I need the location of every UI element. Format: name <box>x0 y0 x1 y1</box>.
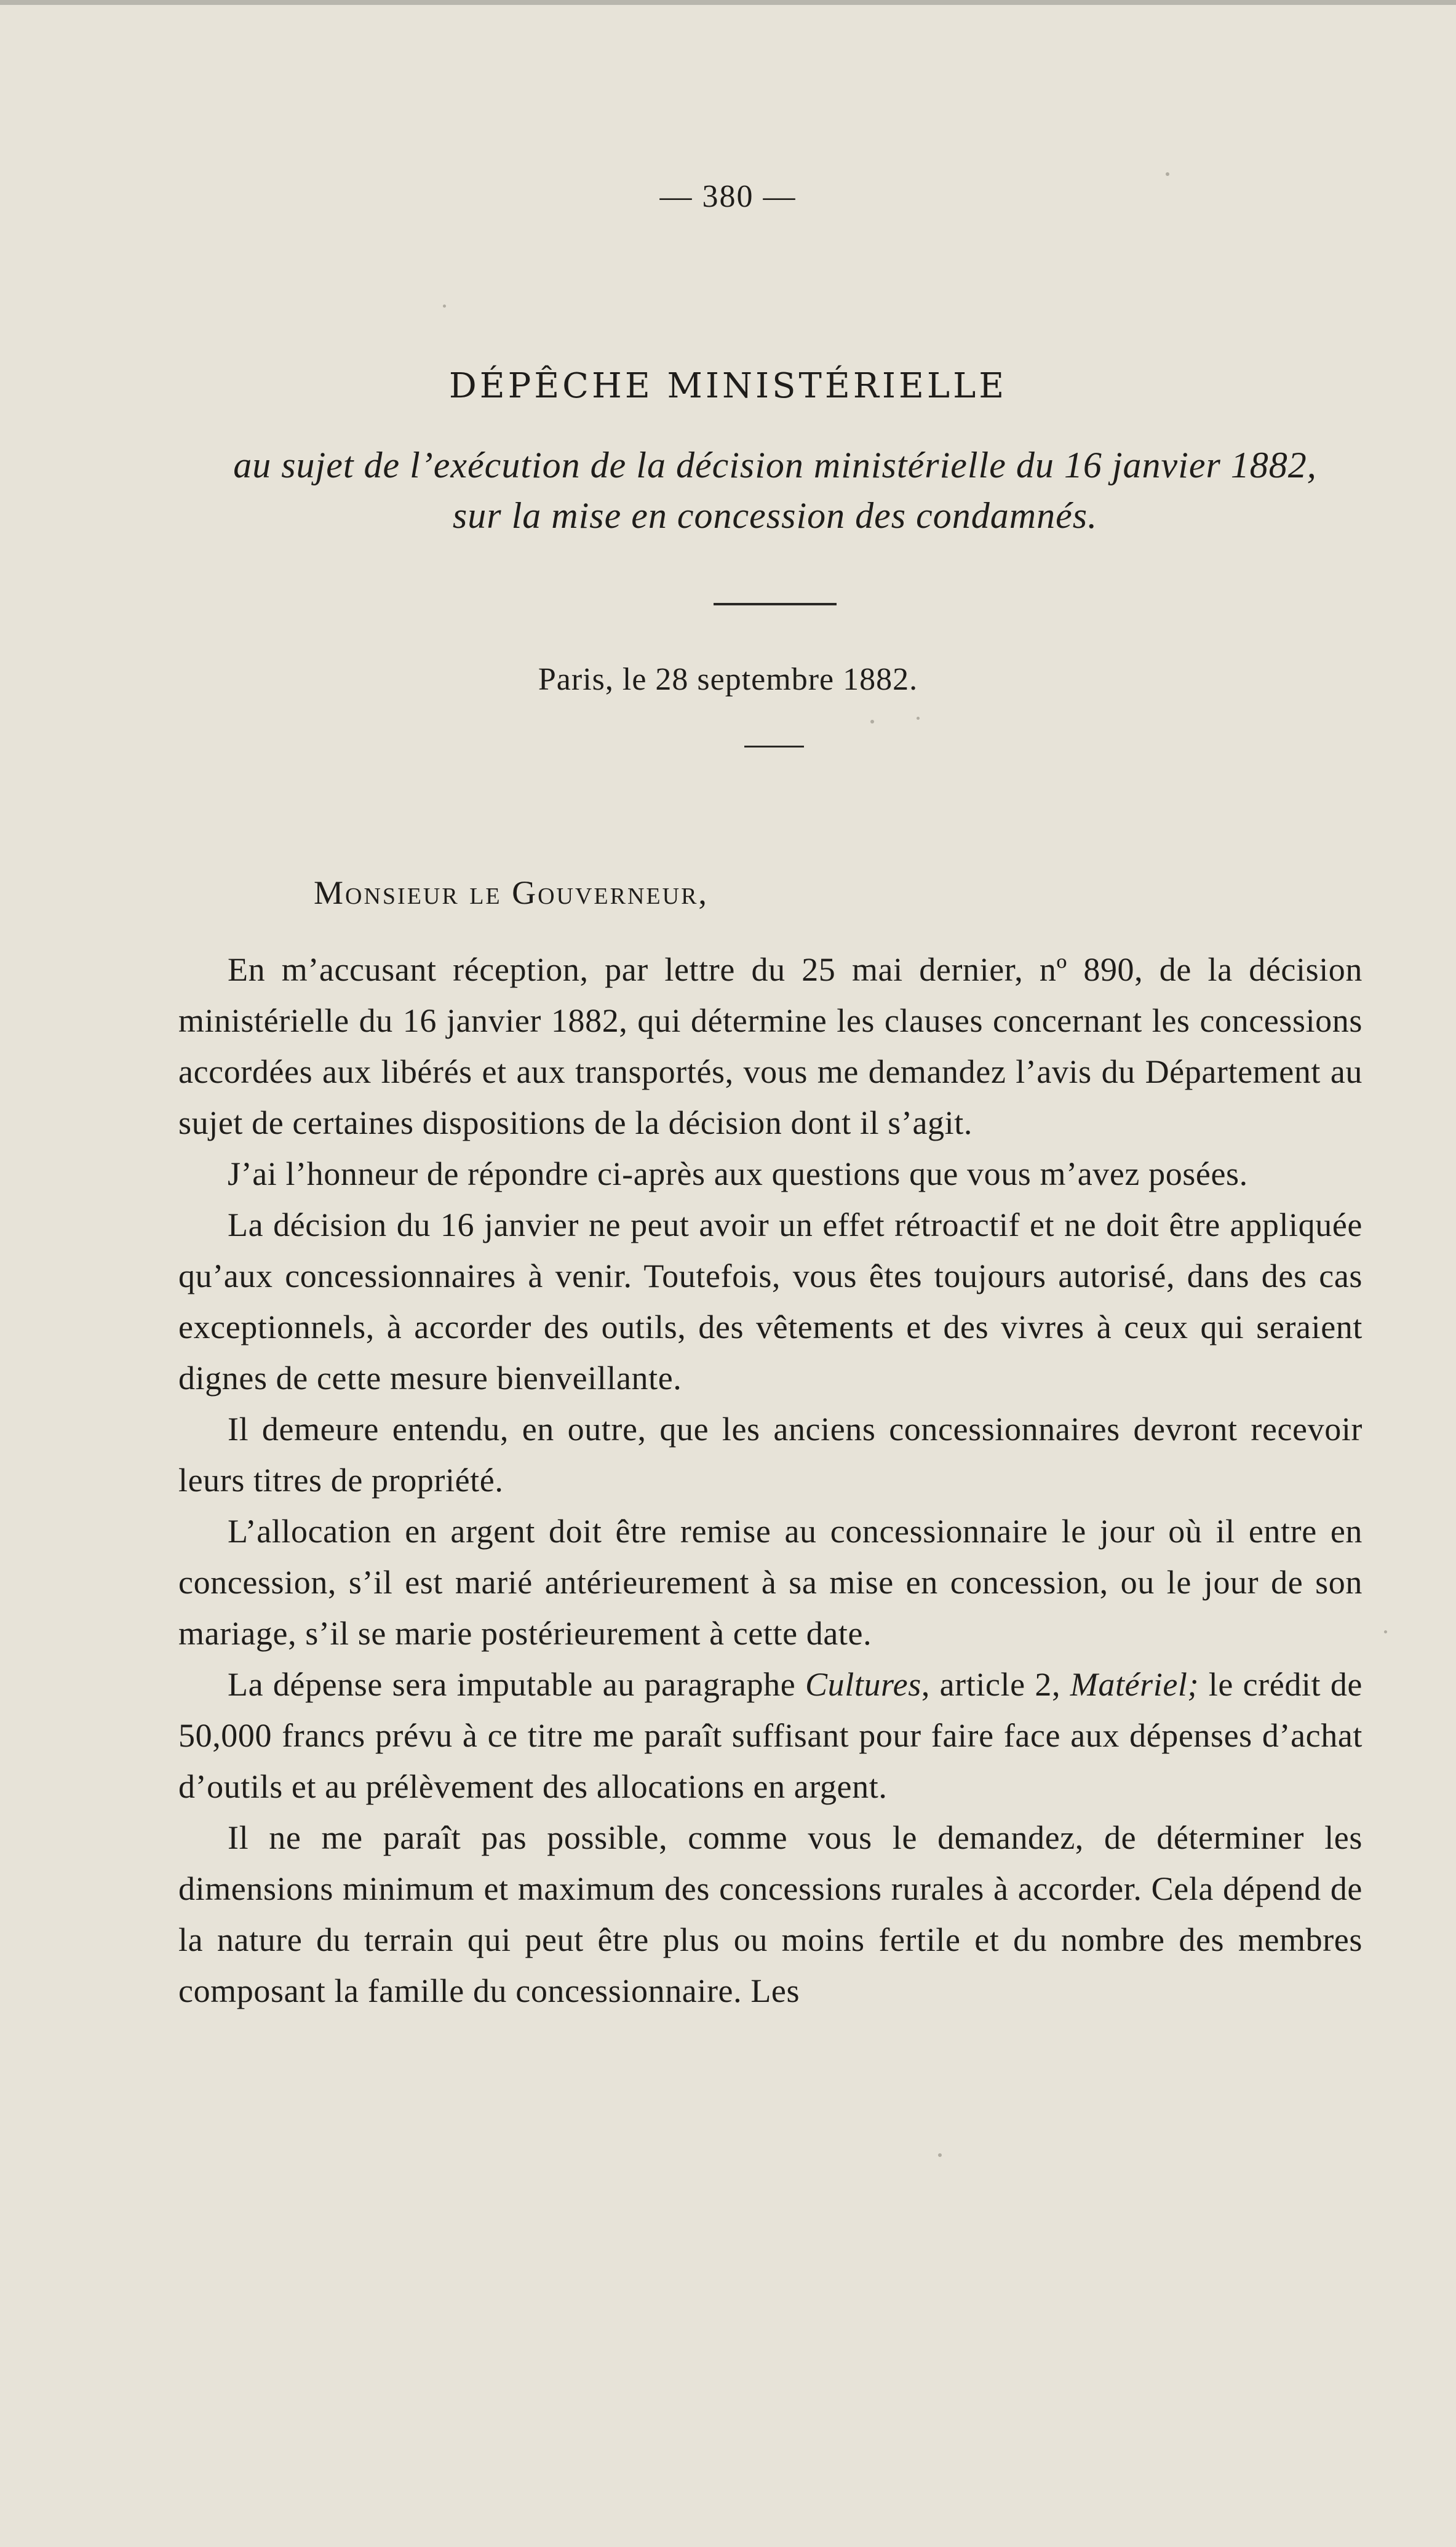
paragraph: J’ai l’honneur de répondre ci-après aux questions que vous m’avez posées. <box>228 1155 1248 1192</box>
paper-speck <box>1166 172 1169 176</box>
paper-speck <box>1384 1630 1387 1633</box>
paper-speck <box>917 717 920 720</box>
expense-text-start: La dépense sera imputable au paragraphe <box>228 1666 806 1703</box>
paragraph-expense <box>178 1659 1363 1812</box>
letter-body <box>178 944 1363 2017</box>
document-subtitle <box>185 440 1366 541</box>
page-top-edge <box>0 0 1456 5</box>
page-number: — 380 — <box>659 179 797 214</box>
paragraph: Il ne me paraît pas possible, comme vous le demandez, de déterminer les dimensions minimum et maximum des concessions rurales à accorder. Cela dépend de la nature du terrain qui peut être plus ou moins fertile et du nombre des membres composant la famille du concessionnaire. Les <box>178 1819 1363 2009</box>
paragraph: En m’accusant réception, par lettre du 25 mai dernier, nº 890, de la décision ministérielle du 16 janvier 1882, qui détermine les clauses concernant les concessions accordées aux libérés et aux transportés, vous me demandez l’avis du Département au sujet de certaines dispositions de la décision dont il s’agit. <box>178 951 1363 1141</box>
paragraph: Il demeure entendu, en outre, que les anciens concessionnaires devront recevoir leurs titres de propriété. <box>178 1411 1363 1499</box>
paper-speck <box>443 305 446 308</box>
expense-materiel: Matériel; <box>1070 1666 1199 1703</box>
paper-speck <box>938 2153 942 2157</box>
salutation: Monsieur le Gouverneur, <box>314 874 709 911</box>
subtitle-line-2: sur la mise en concession des condamnés. <box>452 495 1098 536</box>
dateline: Paris, le 28 septembre 1882. <box>538 662 918 697</box>
paragraph: L’allocation en argent doit être remise au concessionnaire le jour où il entre en concession, s’il est marié antérieurement à sa mise en concession, ou le jour de son mariage, s’il se marie postérieurement à cette date. <box>178 1513 1363 1652</box>
document-title: DÉPÊCHE MINISTÉRIELLE <box>448 366 1008 406</box>
separator-rule <box>714 603 837 605</box>
paper-speck <box>870 720 874 723</box>
subtitle-line-1: au sujet de l’exécution de la décision ministérielle du 16 janvier 1882, <box>233 445 1317 485</box>
expense-text-end: le crédit de 50,000 francs prévu à ce titre me paraît suffisant pour faire face aux dépenses d’achat d’outils et au prélèvement des allocations en argent. <box>178 1666 1363 1805</box>
separator-rule-short <box>744 746 804 747</box>
expense-cultures: Cultures <box>805 1666 921 1703</box>
expense-text-middle: , article 2, <box>921 1666 1070 1703</box>
paragraph: La décision du 16 janvier ne peut avoir un effet rétroactif et ne doit être appliquée qu’aux concessionnaires à venir. Toutefois, vous êtes toujours autorisé, dans des cas exceptionnels, à accorder des outils, des vêtements et des vivres à ceux qui seraient dignes de cette mesure bienveillante. <box>178 1206 1363 1397</box>
